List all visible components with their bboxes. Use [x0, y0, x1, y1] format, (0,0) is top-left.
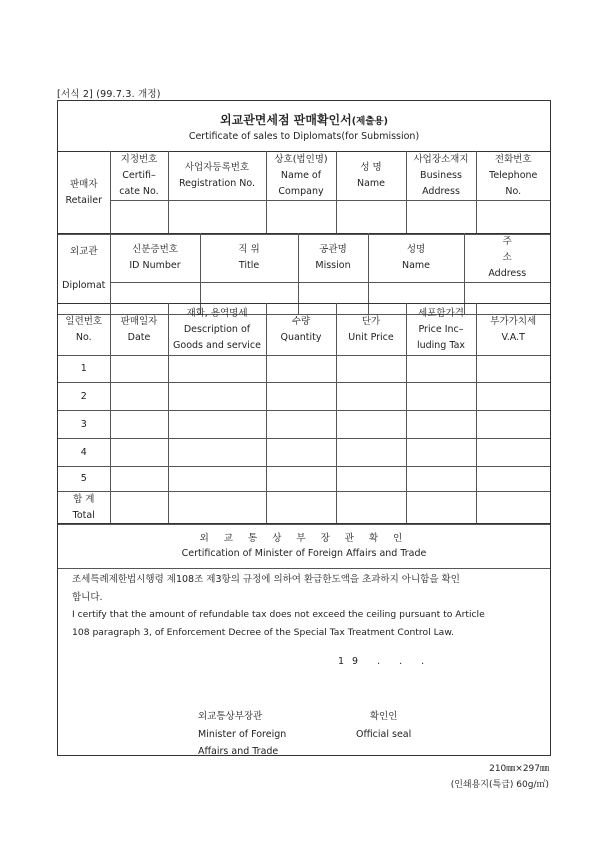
goods-row [58, 383, 550, 411]
col-ko: 일련번호 [65, 315, 103, 327]
total-label [58, 492, 110, 525]
col-ko: 성 명 [360, 162, 382, 173]
certification-title-en: Certification of Minister of Foreign Affairs and Trade [181, 548, 427, 559]
col-en: ID Number [129, 260, 181, 271]
form-title [58, 111, 550, 128]
col-telephone [476, 152, 550, 201]
seal-ko: 확인인 [369, 711, 398, 722]
total-quantity-cell[interactable] [266, 492, 336, 525]
col-name [336, 152, 406, 201]
description-cell[interactable] [168, 383, 266, 411]
retailer-telephone-field[interactable] [476, 201, 550, 235]
col-en: Name of Company [278, 170, 324, 197]
col-en: Unit Price [348, 331, 394, 343]
description-cell[interactable] [168, 356, 266, 383]
certification-title-ko: 외 교 통 상 부 장 관 확 인 [199, 533, 409, 544]
diplomat-label-ko: 외교관 [69, 246, 98, 257]
col-ko: 단가 [361, 315, 381, 327]
retailer-cert-no-field[interactable] [110, 201, 168, 235]
col-ko: 성명 [406, 244, 426, 255]
certification-statement [72, 571, 542, 641]
unit-price-cell[interactable] [336, 467, 406, 492]
col-en: Registration No. [178, 178, 256, 189]
price-cell[interactable] [406, 356, 476, 383]
statement-en: I certify that the amount of refundable tax does not exceed the ceiling pursuant to Article 108 paragraph 3, of Enforcement Decree of the Special Tax Treatment Control Law. [72, 609, 485, 638]
col-ko: 신분증번호 [132, 244, 178, 255]
unit-price-cell[interactable] [336, 356, 406, 383]
total-en: Total [72, 510, 95, 521]
col-cert-no [110, 152, 168, 201]
unit-price-cell[interactable] [336, 383, 406, 411]
col-price-incl-tax [406, 304, 476, 356]
col-en: Date [127, 331, 151, 343]
total-vat-cell[interactable] [476, 492, 550, 525]
vat-cell[interactable] [476, 356, 550, 383]
col-ko: 상호(법인명) [274, 154, 328, 165]
col-en: V.A.T [501, 331, 525, 343]
col-en: Mission [315, 260, 351, 271]
col-ko: 직 위 [238, 244, 260, 255]
col-en: Price Inc– luding Tax [416, 323, 466, 351]
certification-header [58, 523, 550, 569]
row-number: 5 [58, 467, 110, 492]
price-cell[interactable] [406, 467, 476, 492]
total-unit-price-cell[interactable] [336, 492, 406, 525]
form-number: [서식 2] (99.7.3. 개정) [57, 89, 161, 100]
date-cell[interactable] [110, 411, 168, 439]
retailer-name-field[interactable] [336, 201, 406, 235]
col-en: Address [488, 268, 527, 279]
col-en: Name [401, 260, 431, 271]
title-en: Certificate of sales to Diplomats(for Submission) [188, 131, 420, 142]
seal-en: Official seal [356, 728, 412, 740]
minister-en: Minister of Foreign Affairs and Trade [198, 728, 287, 757]
quantity-cell[interactable] [266, 467, 336, 492]
retailer-address-field[interactable] [406, 201, 476, 235]
quantity-cell[interactable] [266, 356, 336, 383]
goods-row [58, 467, 550, 492]
vat-cell[interactable] [476, 383, 550, 411]
row-number: 4 [58, 439, 110, 467]
col-ko: 재화, 용역명세 [186, 307, 248, 319]
col-en: Certifi– cate No. [119, 170, 159, 197]
unit-price-cell[interactable] [336, 439, 406, 467]
total-price-cell[interactable] [406, 492, 476, 525]
retailer-company-field[interactable] [266, 201, 336, 235]
col-ko: 전화번호 [494, 154, 532, 165]
col-ko: 판매일자 [120, 315, 158, 327]
retailer-table [58, 151, 550, 235]
col-registration-no [168, 152, 266, 201]
col-en: Business Address [420, 170, 462, 197]
col-ko: 주 소 [502, 236, 532, 263]
col-ko: 지정번호 [120, 154, 158, 165]
goods-row [58, 356, 550, 383]
col-vat [476, 304, 550, 356]
col-en: Name [356, 178, 386, 189]
unit-price-cell[interactable] [336, 411, 406, 439]
title-ko: 외교관면세점 판매확인서 [220, 113, 352, 127]
statement-ko: 조세특례제한법시행령 제108조 제3항의 규정에 의하여 환급한도액을 초과하지 아니함을 확인 합니다. [72, 574, 460, 603]
total-description-cell[interactable] [168, 492, 266, 525]
description-cell[interactable] [168, 467, 266, 492]
certificate-form [57, 100, 551, 756]
vat-cell[interactable] [476, 411, 550, 439]
total-row [58, 492, 550, 525]
paper-size: 210㎜×297㎜ [489, 764, 549, 774]
vat-cell[interactable] [476, 439, 550, 467]
col-date [110, 304, 168, 356]
minister-ko: 외교통상부장관 [198, 711, 263, 722]
certification-date[interactable]: 19 . . . [338, 656, 433, 667]
row-number: 2 [58, 383, 110, 411]
quantity-cell[interactable] [266, 439, 336, 467]
diplomat-label-en: Diplomat [62, 280, 106, 291]
col-ko: 수량 [291, 315, 311, 327]
col-mission [298, 234, 368, 283]
quantity-cell[interactable] [266, 411, 336, 439]
col-ko: 사업장소재지 [413, 154, 469, 165]
col-en: No. [75, 331, 92, 343]
col-company [266, 152, 336, 201]
quantity-cell[interactable] [266, 383, 336, 411]
official-seal [356, 708, 411, 743]
col-ko: 세포함가격 [418, 307, 464, 319]
date-cell[interactable] [110, 383, 168, 411]
col-ko: 사업자등록번호 [184, 162, 250, 173]
retailer-label-en: Retailer [65, 195, 103, 206]
price-cell[interactable] [406, 411, 476, 439]
price-cell[interactable] [406, 439, 476, 467]
col-en: Telephone No. [489, 170, 538, 197]
total-date-cell[interactable] [110, 492, 168, 525]
col-description [168, 304, 266, 356]
retailer-registration-field[interactable] [168, 201, 266, 235]
col-title [200, 234, 298, 283]
description-cell[interactable] [168, 439, 266, 467]
goods-table [58, 303, 550, 525]
col-ko: 부가가치세 [490, 315, 537, 327]
title-suffix: (제출용) [351, 116, 388, 127]
row-number: 3 [58, 411, 110, 439]
col-address [464, 234, 550, 283]
col-quantity [266, 304, 336, 356]
date-cell[interactable] [110, 356, 168, 383]
col-serial-no [58, 304, 110, 356]
col-id-number [110, 234, 200, 283]
price-cell[interactable] [406, 383, 476, 411]
col-en: Title [238, 260, 260, 271]
date-cell[interactable] [110, 467, 168, 492]
vat-cell[interactable] [476, 467, 550, 492]
description-cell[interactable] [168, 411, 266, 439]
date-cell[interactable] [110, 439, 168, 467]
col-unit-price [336, 304, 406, 356]
col-business-address [406, 152, 476, 201]
col-en: Quantity [280, 331, 322, 343]
goods-row [58, 439, 550, 467]
col-en: Description of Goods and service [173, 323, 261, 351]
row-number: 1 [58, 356, 110, 383]
col-diplomat-name [368, 234, 464, 283]
col-ko: 공관명 [319, 244, 347, 255]
goods-row [58, 411, 550, 439]
paper-spec: (인쇄용지(특급) 60g/㎡) [450, 780, 549, 790]
retailer-label [58, 152, 110, 235]
retailer-label-ko: 판매자 [69, 179, 98, 190]
total-ko: 합 계 [73, 494, 95, 505]
minister-signature [198, 708, 286, 761]
